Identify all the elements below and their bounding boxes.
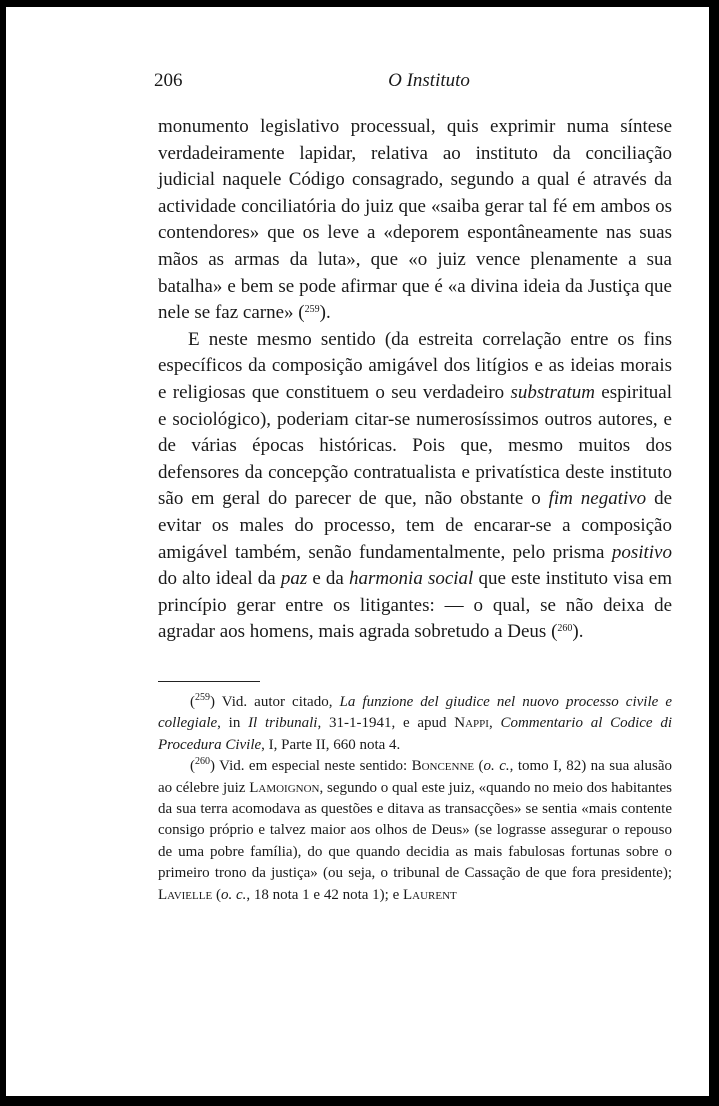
book-page (6, 7, 709, 1096)
italic-paz: paz (280, 568, 308, 590)
footnote-separator (158, 681, 260, 682)
footnote-259-text-4: , (488, 715, 501, 732)
footnote-259-author: Nappi (454, 715, 489, 732)
footnote-259-text-3: , 31-1-1941, e apud (317, 715, 455, 732)
footnote-260-oc-1: o. c. (483, 758, 510, 775)
footnote-259-work-title: La funzione del giudice nel nuovo processo civile e collegiale (158, 694, 672, 732)
italic-fim-negativo: fim negativo (548, 488, 647, 510)
footnote-259-text-2: , in (217, 715, 249, 732)
italic-positivo: positivo (611, 541, 672, 563)
footnote-260-text-2: ( (474, 758, 484, 775)
footnote-number-260: 260 (195, 756, 210, 768)
footnote-260-text-5: ( (212, 886, 221, 903)
footnote-ref-259: 259 (304, 304, 320, 316)
page-header (154, 70, 674, 96)
paragraph-1-text: monumento legislativo processual, quis exprimir numa síntese verdadeiramente lapidar, relativa ao instituto da conciliação judicial naquele Código consagrado, segundo a qual é através da actividade conciliatória do juiz que «saiba gerar tal fé em ambos os contendores» que os leve a «deporem espontâneamente nas suas mãos as armas da luta», que «o juiz vence plenamente a sua batalha» e bem se pode afirmar que é «a divina ideia da Justiça que nele se faz carne» ( (158, 116, 672, 324)
paragraph-2-text-6: que este instituto visa em princípio gerar entre os litigantes: — o qual, se não deixa de agradar aos homens, mais agrada sobretudo a Deus ( (158, 568, 672, 643)
footnote-259-text-5: , I, Parte II, 660 nota 4. (261, 736, 401, 753)
footnote-259-commentary: Commentario al Codice di Procedura Civile (158, 715, 673, 753)
italic-harmonia-social: harmonia social (348, 568, 474, 590)
paragraph-2-text-3: de evitar os males do processo, tem de encarar-se a composição amigável também, senão fundamentalmente, pelo prisma (158, 488, 673, 563)
footnote-259-journal: Il tribunali (248, 715, 318, 732)
paragraph-2-end: ). (572, 621, 584, 643)
footnote-paren: ( (190, 758, 195, 775)
page-number: 206 (154, 70, 183, 91)
footnote-260 (158, 756, 672, 906)
footnote-260-oc-2: o. c. (220, 886, 247, 903)
footnote-paren: ( (190, 694, 195, 710)
italic-substratum: substratum (510, 381, 595, 403)
footnote-259-text-1: Vid. autor citado, (215, 694, 340, 710)
footnote-260-text-3: , tomo I, 82) na sua alusão ao célebre juiz (158, 758, 672, 796)
footnote-260-author-lamoignon: Lamoignon (249, 779, 320, 796)
footnote-260-text-1: Vid. em especial neste sentido: (215, 758, 412, 775)
paragraph-2 (158, 327, 672, 646)
footnote-260-author-laurent: Laurent (403, 886, 457, 903)
footnote-260-text-4: , segundo o qual este juiz, «quando no meio dos habitantes da sua terra acomodava as questões e ditava as transacções» se sentia «mais contente consigo próprio e talvez maior aos olhos de Deus» (se lograsse assegurar o repouso de uma pobre família), do que quando decidia as mais fabulosas fortunas sobre o primeiro trono da justiça» (ou seja, o tribunal de Cassação de que fora presidente); (158, 779, 672, 882)
footnote-260-text-6: , 18 nota 1 e 42 nota 1); e (246, 886, 403, 903)
footnote-260-author-boncenne: Boncenne (411, 758, 475, 775)
paragraph-2-text-5: e da (307, 568, 349, 590)
footnote-ref-260: 260 (557, 623, 573, 635)
running-title: O Instituto (388, 70, 470, 91)
footnote-paren: ) (210, 758, 215, 775)
paragraph-2-text-2: espiritual e sociológico), poderiam citar-se numerosíssimos outros autores, e de várias épocas históricas. Pois que, mesmo muitos dos defensores da concepção contratualista e privatística deste instituto são em geral do parecer de que, não obstante o (158, 381, 672, 510)
footnotes (158, 692, 672, 906)
main-text (158, 114, 672, 646)
footnote-paren: ) (210, 694, 215, 710)
paragraph-1-end: ). (319, 302, 331, 324)
paragraph-2-text-1: E neste mesmo sentido (da estreita correlação entre os fins específicos da composição amigável dos litígios e as ideias morais e religiosas que constituem o seu verdadeiro (158, 328, 672, 403)
footnote-number-259: 259 (195, 692, 210, 703)
paragraph-1 (158, 114, 672, 327)
footnote-259 (158, 692, 672, 756)
paragraph-2-text-4: do alto ideal da (158, 568, 281, 590)
footnote-260-author-lavielle: Lavielle (158, 886, 213, 903)
